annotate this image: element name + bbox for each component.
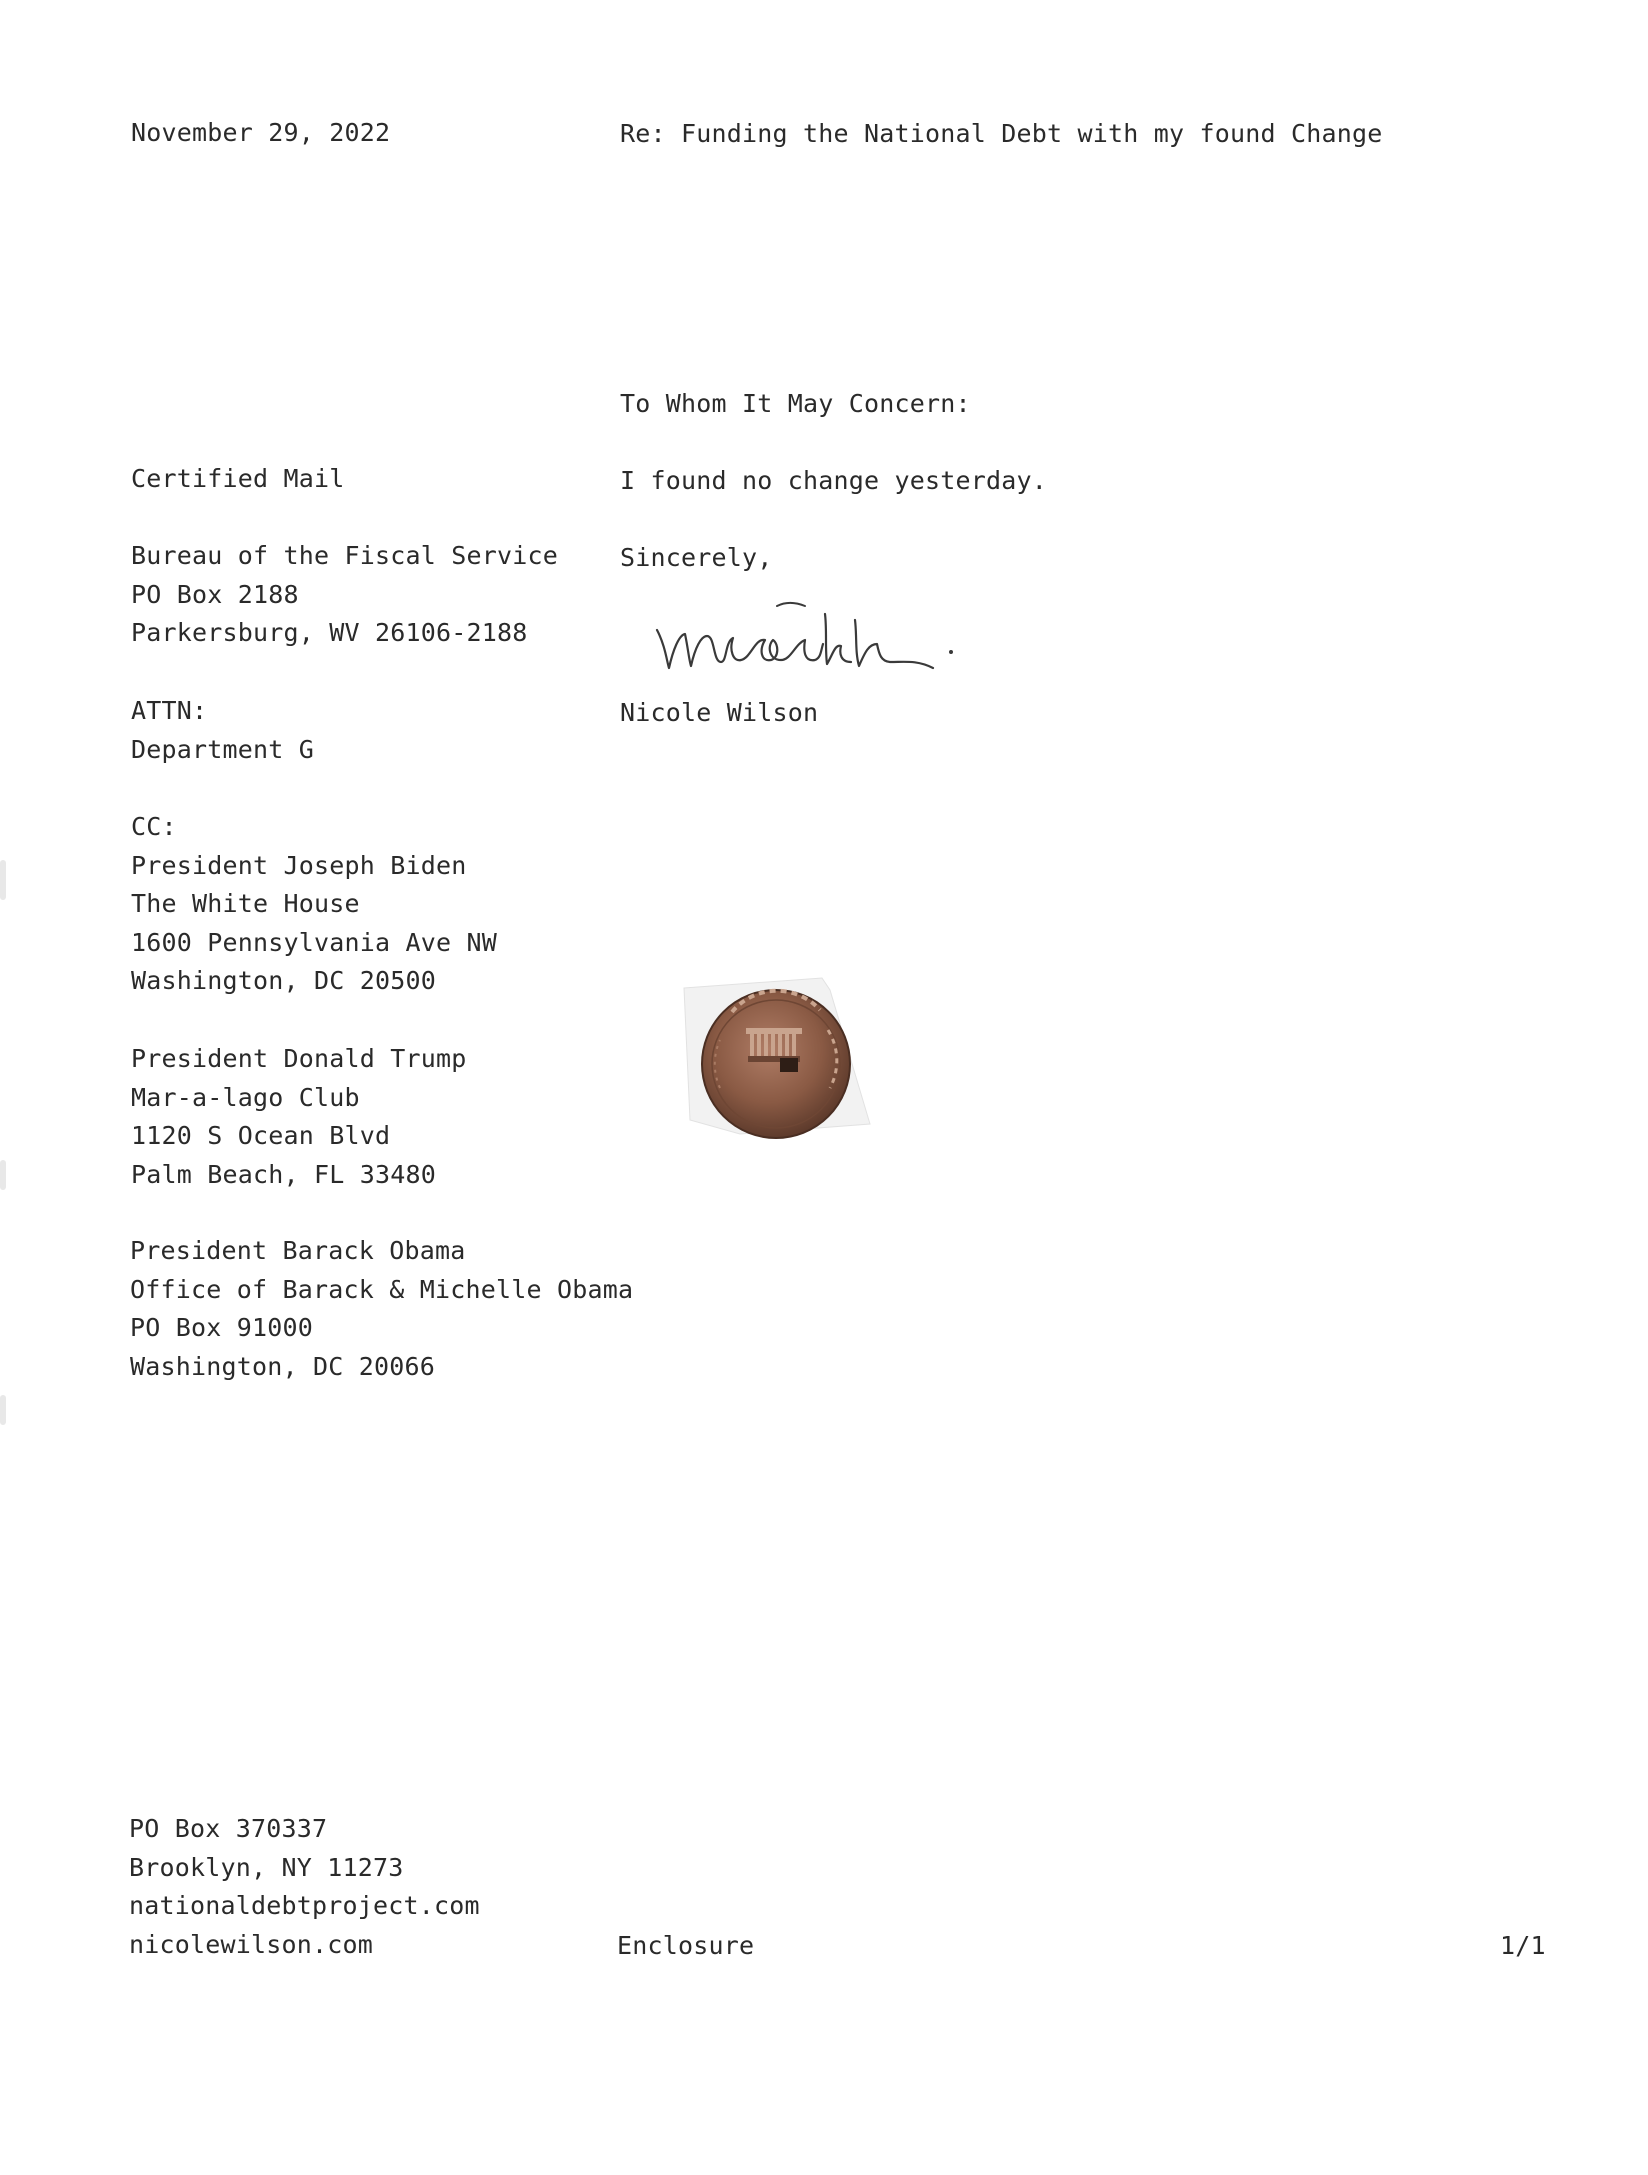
address-line: Bureau of the Fiscal Service bbox=[131, 541, 559, 570]
page-number: 1/1 bbox=[1500, 1931, 1546, 1960]
address-line: Brooklyn, NY 11273 bbox=[129, 1852, 404, 1882]
signer-name: Nicole Wilson bbox=[620, 698, 819, 727]
website-link[interactable]: nationaldebtproject.com bbox=[129, 1891, 480, 1920]
address-line: Parkersburg, WV 26106-2188 bbox=[131, 618, 528, 647]
address-line: PO Box 370337 bbox=[129, 1814, 328, 1843]
scan-edge-mark bbox=[0, 1395, 6, 1425]
letter-subject: Re: Funding the National Debt with my found Change bbox=[620, 119, 1383, 148]
address-line: Mar-a-lago Club bbox=[131, 1082, 360, 1112]
address-line: 1600 Pennsylvania Ave NW bbox=[131, 927, 498, 957]
salutation: To Whom It May Concern: bbox=[620, 389, 971, 418]
letter-body: I found no change yesterday. bbox=[620, 466, 1048, 495]
scan-edge-mark bbox=[0, 860, 6, 900]
address-line: Office of Barack & Michelle Obama bbox=[130, 1274, 634, 1304]
address-line: President Barack Obama bbox=[130, 1236, 466, 1265]
signature-image bbox=[655, 590, 1005, 680]
address-line: Palm Beach, FL 33480 bbox=[131, 1159, 437, 1189]
cc-obama-block bbox=[130, 1232, 633, 1386]
letter-date: November 29, 2022 bbox=[131, 118, 391, 147]
address-line: Washington, DC 20500 bbox=[131, 966, 437, 995]
cc-label: CC: bbox=[131, 812, 177, 841]
attn-label: ATTN: bbox=[131, 696, 208, 725]
address-line: Washington, DC 20066 bbox=[130, 1351, 436, 1381]
address-line: The White House bbox=[131, 889, 360, 918]
cc-biden-block bbox=[131, 808, 497, 1001]
enclosure-note: Enclosure bbox=[617, 1931, 755, 1960]
penny-coin-image bbox=[680, 970, 880, 1140]
sender-address bbox=[129, 1810, 480, 1964]
cc-trump-block bbox=[131, 1040, 467, 1194]
address-line: 1120 S Ocean Blvd bbox=[131, 1121, 391, 1150]
attn-department: Department G bbox=[131, 734, 315, 764]
address-line: President Donald Trump bbox=[131, 1044, 467, 1073]
scan-edge-mark bbox=[0, 1160, 6, 1190]
closing: Sincerely, bbox=[620, 543, 773, 572]
mail-method: Certified Mail bbox=[131, 464, 345, 493]
attention-block bbox=[131, 692, 314, 769]
address-line: PO Box 91000 bbox=[130, 1313, 314, 1342]
recipient-address bbox=[131, 537, 558, 653]
website-link[interactable]: nicolewilson.com bbox=[129, 1929, 374, 1959]
address-line: PO Box 2188 bbox=[131, 579, 299, 609]
address-line: President Joseph Biden bbox=[131, 850, 467, 880]
